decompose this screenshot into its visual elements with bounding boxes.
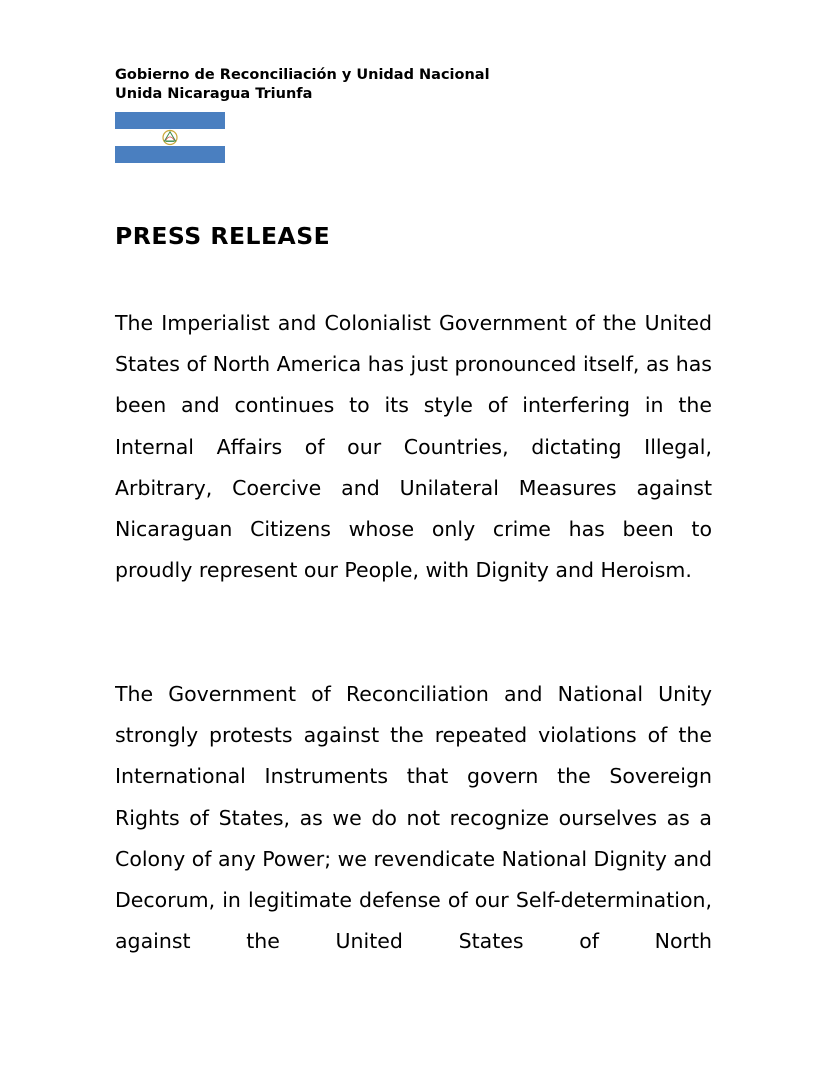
page-title: PRESS RELEASE: [115, 222, 331, 250]
body-paragraph-1: The Imperialist and Colonialist Government of the United States of North America has just pronounced itself, as has been and continues to its style of interfering in the Internal Affairs of our Countries, dictating Illegal, Arbitrary, Coercive and Unilateral Measures against Nicaraguan Citizens whose only crime has been to proudly represent our People, with Dignity and Heroism.: [115, 311, 712, 583]
nicaragua-flag-icon: [115, 112, 225, 163]
body-paragraph-2: The Government of Reconciliation and National Unity strongly protests against the repeated violations of the International Instruments that govern the Sovereign Rights of States, as we do not recognize ourselves as a Colony of any Power; we revendicate National Dignity and Decorum, in legitimate defense of our Self-determination, against the United States of North: [115, 682, 712, 954]
letterhead: [115, 66, 490, 104]
letterhead-slogan: Unida Nicaragua Triunfa: [115, 86, 313, 102]
letterhead-government-name: Gobierno de Reconciliación y Unidad Nacional: [115, 67, 490, 83]
